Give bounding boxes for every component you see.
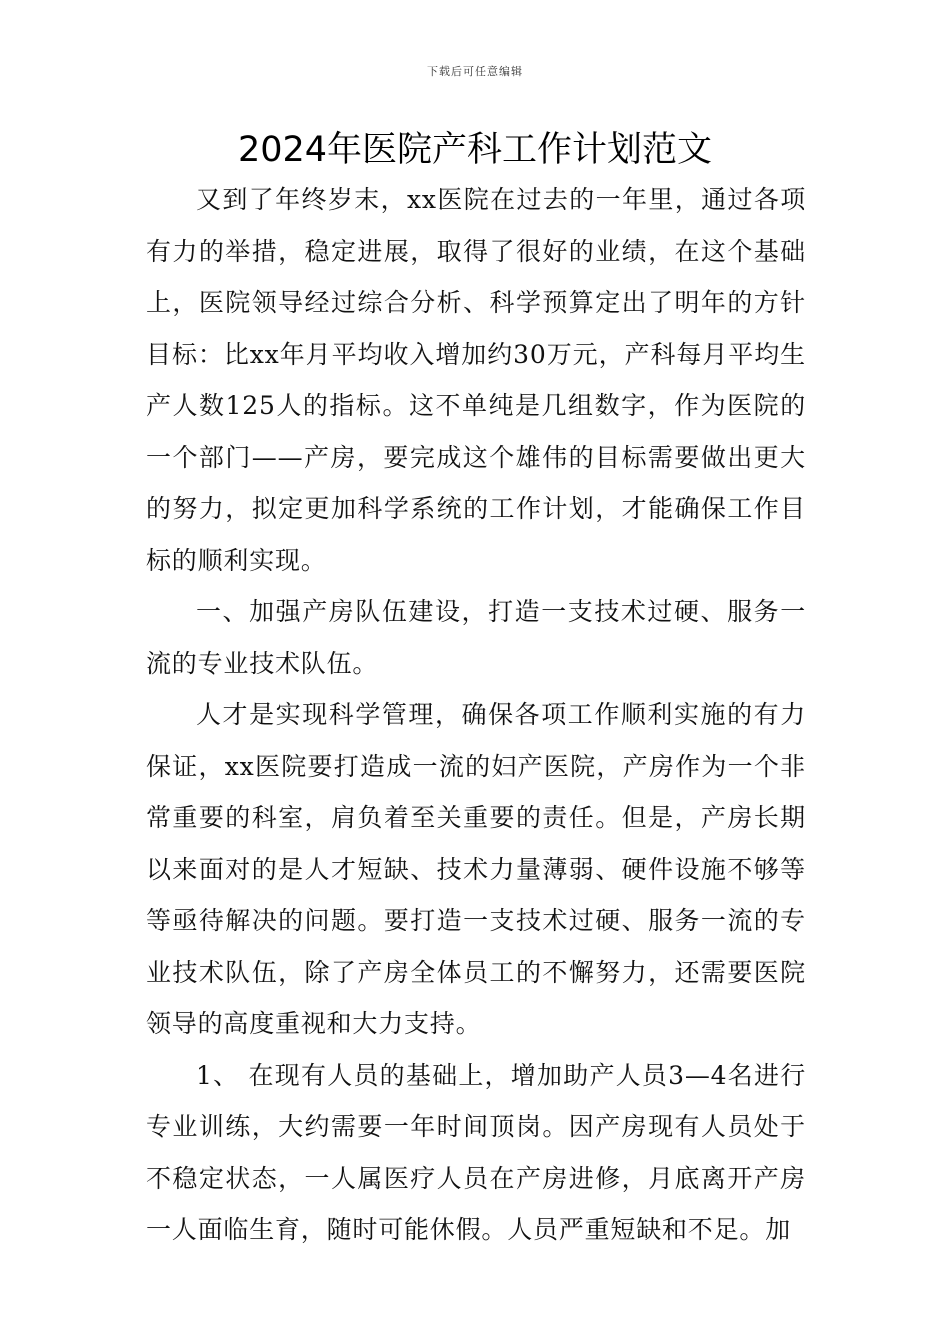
document-title: 2024年医院产科工作计划范文 xyxy=(237,130,713,170)
document-body xyxy=(146,174,806,1256)
paragraph-talent: 人才是实现科学管理，确保各项工作顺利实施的有力保证，xx医院要打造成一流的妇产医院，产房作为一个非常重要的科室，肩负着至关重要的责任。但是，产房长期以来面对的是人才短缺、技术力量薄弱、硬件设施不够等等亟待解决的问题。要打造一支技术过硬、服务一流的专业技术队伍，除了产房全体员工的不懈努力，还需要医院领导的高度重视和大力支持。 xyxy=(146,700,806,1038)
paragraph-intro: 又到了年终岁末，xx医院在过去的一年里，通过各项有力的举措，稳定进展，取得了很好的业绩，在这个基础上，医院领导经过综合分析、科学预算定出了明年的方针目标：比xx年月平均收入增加约30万元，产科每月平均生产人数125人的指标。这不单纯是几组数字，作为医院的一个部门——产房，要完成这个雄伟的目标需要做出更大的努力，拟定更加科学系统的工作计划，才能确保工作目标的顺利实现。 xyxy=(146,185,806,575)
section-heading-1: 一、加强产房队伍建设，打造一支技术过硬、服务一流的专业技术队伍。 xyxy=(146,597,806,678)
header-note: 下载后可任意编辑 xyxy=(427,65,523,78)
paragraph-item-1: 1、 在现有人员的基础上，增加助产人员3—4名进行专业训练，大约需要一年时间顶岗。因产房现有人员处于不稳定状态，一人属医疗人员在产房进修，月底离开产房一人面临生育，随时可能休假。人员严重短缺和不足。加 xyxy=(146,1060,806,1244)
